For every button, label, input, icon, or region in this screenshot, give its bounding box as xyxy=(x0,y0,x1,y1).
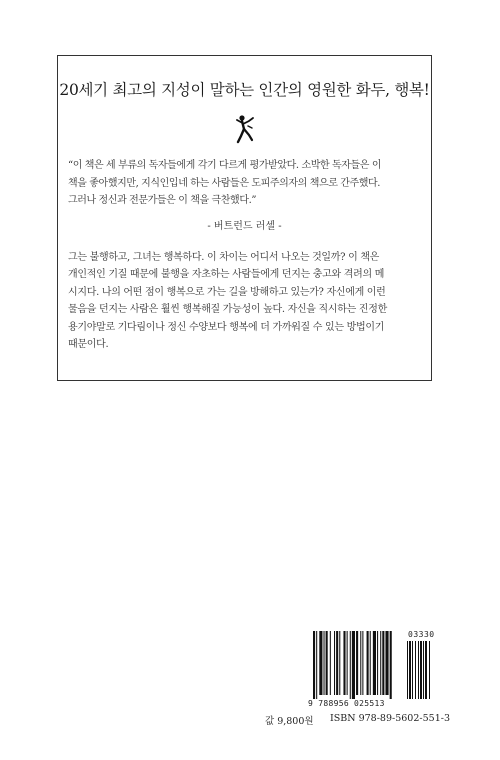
body-line: 용기야말로 기다림이나 정신 수양보다 행복에 더 가까워질 수 있는 방법이기 xyxy=(68,321,385,333)
description-box xyxy=(57,55,432,381)
headline: 20세기 최고의 지성이 말하는 인간의 영원한 화두, 행복! xyxy=(59,81,430,99)
barcode-addon-digits: 03330 xyxy=(408,630,435,639)
quote-block xyxy=(68,157,421,210)
quote-attribution: - 버트런드 러셀 - xyxy=(207,221,282,232)
isbn-barcode xyxy=(308,630,435,711)
body-line: 때문이다. xyxy=(68,339,109,351)
price-label: 값 9,800원 xyxy=(265,716,314,727)
body-line: 그는 불행하고, 그녀는 행복하다. 이 차이는 어디서 나오는 것일까? 이 책은 xyxy=(68,252,380,263)
body-line: 시지다. 나의 어떤 점이 행복으로 가는 길을 방해하고 있는가? 자신에게 이런 xyxy=(68,286,386,298)
isbn-label: ISBN 978-89-5602-551-3 xyxy=(330,713,450,724)
barcode-bars xyxy=(311,631,432,701)
quote-line: 그러나 정신과 전문가들은 이 책을 극찬했다.” xyxy=(68,195,257,206)
quote-line: “이 책은 세 부류의 독자들에게 각기 다르게 평가받았다. 소박한 독자들은 이 xyxy=(68,160,382,171)
dancing-figure-icon xyxy=(234,114,256,144)
body-line: 물음을 던지는 사람은 훨씬 행복해질 가능성이 높다. 자신을 직시하는 진정한 xyxy=(68,304,387,316)
barcode-ean-digits: 9 788956 025513 xyxy=(308,699,385,708)
body-line: 개인적인 기질 때문에 불행을 자초하는 사람들에게 던지는 충고와 격려의 메 xyxy=(68,269,385,281)
body-paragraph xyxy=(68,249,421,353)
quote-line: 책을 좋아했지만, 지식인입네 하는 사람들은 도피주의자의 책으로 간주했다. xyxy=(68,177,381,189)
